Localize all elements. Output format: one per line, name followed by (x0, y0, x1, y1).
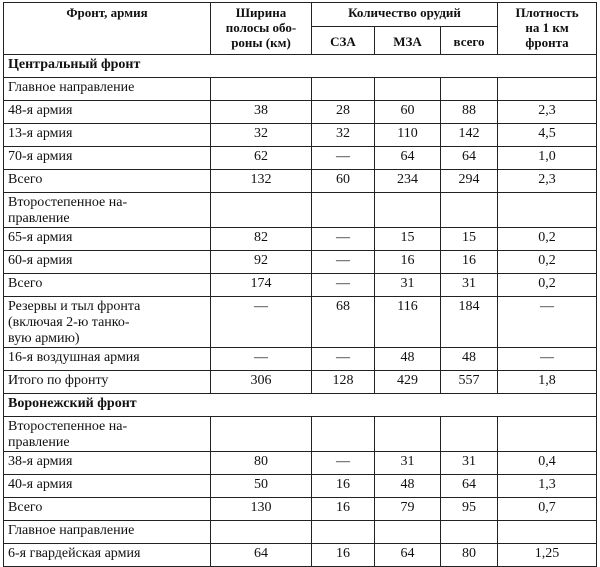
table-row (4, 452, 597, 475)
density-cell: 2,3 (498, 101, 597, 124)
mza-cell: 48 (375, 475, 441, 498)
subheading-line: правление (8, 211, 70, 226)
table-row (4, 475, 597, 498)
row-label: Итого по фронту (4, 371, 211, 394)
table-row (4, 371, 597, 394)
empty-cell (375, 193, 441, 228)
empty-cell (312, 78, 375, 101)
empty-cell (375, 417, 441, 452)
sza-cell: 128 (312, 371, 375, 394)
sza-cell: — (312, 147, 375, 170)
density-cell: 0,2 (498, 274, 597, 297)
sza-cell: — (312, 251, 375, 274)
total-cell: 31 (441, 274, 498, 297)
table-row (4, 228, 597, 251)
header-sza: СЗА (312, 27, 375, 55)
mza-cell: 15 (375, 228, 441, 251)
density-cell: — (498, 297, 597, 348)
total-cell: 95 (441, 498, 498, 521)
subheading-label: Главное направление (4, 78, 211, 101)
density-cell: 1,8 (498, 371, 597, 394)
row-label: 70-я армия (4, 147, 211, 170)
sza-cell: 16 (312, 475, 375, 498)
row-label: 48-я армия (4, 101, 211, 124)
total-cell: 88 (441, 101, 498, 124)
table-row (4, 274, 597, 297)
empty-cell (211, 521, 312, 544)
empty-cell (441, 417, 498, 452)
row-label: 16-я воздушная армия (4, 348, 211, 371)
width-cell: 82 (211, 228, 312, 251)
table-row (4, 544, 597, 567)
subheading-line: правление (8, 435, 70, 450)
row-label: 6-я гвардейская армия (4, 544, 211, 567)
total-cell: 64 (441, 475, 498, 498)
header-total: всего (441, 27, 498, 55)
mza-cell: 48 (375, 348, 441, 371)
header-front-army: Фронт, армия (4, 3, 211, 55)
sza-cell: 68 (312, 297, 375, 348)
total-cell: 48 (441, 348, 498, 371)
width-cell: 62 (211, 147, 312, 170)
row-label: 65-я армия (4, 228, 211, 251)
row-label: 40-я армия (4, 475, 211, 498)
density-cell: 0,2 (498, 251, 597, 274)
table-body (4, 55, 597, 567)
sza-cell: 60 (312, 170, 375, 193)
total-cell: 557 (441, 371, 498, 394)
density-cell: 0,2 (498, 228, 597, 251)
density-cell: 1,3 (498, 475, 597, 498)
width-cell: 32 (211, 124, 312, 147)
mza-cell: 116 (375, 297, 441, 348)
total-cell: 294 (441, 170, 498, 193)
empty-cell (441, 521, 498, 544)
row-label: 13-я армия (4, 124, 211, 147)
empty-cell (211, 193, 312, 228)
empty-cell (375, 78, 441, 101)
table-row (4, 498, 597, 521)
empty-cell (441, 78, 498, 101)
width-cell: 38 (211, 101, 312, 124)
section-title: Центральный фронт (4, 55, 597, 78)
density-cell: 1,0 (498, 147, 597, 170)
width-cell: 130 (211, 498, 312, 521)
width-cell: — (211, 348, 312, 371)
density-cell: 0,7 (498, 498, 597, 521)
density-cell: — (498, 348, 597, 371)
width-cell: 132 (211, 170, 312, 193)
row-label (4, 297, 211, 348)
row-label-line: Резервы и тыл фронта (8, 299, 141, 314)
width-cell: 50 (211, 475, 312, 498)
section-row (4, 55, 597, 78)
table-row (4, 101, 597, 124)
mza-cell: 31 (375, 452, 441, 475)
density-cell: 4,5 (498, 124, 597, 147)
subheading-row (4, 521, 597, 544)
empty-cell (375, 521, 441, 544)
width-cell: 174 (211, 274, 312, 297)
empty-cell (498, 521, 597, 544)
subheading-line: Второстепенное на- (8, 195, 128, 210)
empty-cell (498, 193, 597, 228)
header-mza: МЗА (375, 27, 441, 55)
empty-cell (211, 417, 312, 452)
sza-cell: — (312, 228, 375, 251)
empty-cell (441, 193, 498, 228)
mza-cell: 429 (375, 371, 441, 394)
sza-cell: 16 (312, 498, 375, 521)
empty-cell (498, 417, 597, 452)
row-label: 38-я армия (4, 452, 211, 475)
sza-cell: — (312, 274, 375, 297)
header-guns: Количество орудий (312, 3, 498, 27)
width-cell: 64 (211, 544, 312, 567)
artillery-table (3, 2, 597, 567)
header-width: Ширина полосы обо- роны (км) (211, 3, 312, 55)
empty-cell (312, 193, 375, 228)
subheading-label: Главное направление (4, 521, 211, 544)
table-header (4, 3, 597, 55)
row-label: Всего (4, 498, 211, 521)
row-label: Всего (4, 170, 211, 193)
width-cell: 306 (211, 371, 312, 394)
table-row (4, 297, 597, 348)
density-cell: 1,25 (498, 544, 597, 567)
total-cell: 16 (441, 251, 498, 274)
header-density: Плотность на 1 км фронта (498, 3, 597, 55)
mza-cell: 60 (375, 101, 441, 124)
mza-cell: 16 (375, 251, 441, 274)
total-cell: 15 (441, 228, 498, 251)
mza-cell: 234 (375, 170, 441, 193)
total-cell: 64 (441, 147, 498, 170)
sza-cell: 16 (312, 544, 375, 567)
total-cell: 31 (441, 452, 498, 475)
width-cell: — (211, 297, 312, 348)
sza-cell: 28 (312, 101, 375, 124)
empty-cell (498, 78, 597, 101)
section-row (4, 394, 597, 417)
sza-cell: — (312, 452, 375, 475)
table-row (4, 147, 597, 170)
mza-cell: 79 (375, 498, 441, 521)
sza-cell: — (312, 348, 375, 371)
table-row (4, 124, 597, 147)
row-label: Всего (4, 274, 211, 297)
total-cell: 80 (441, 544, 498, 567)
row-label-line: (включая 2-ю танко- (8, 315, 130, 330)
density-cell: 2,3 (498, 170, 597, 193)
section-title: Воронежский фронт (4, 394, 597, 417)
table-row (4, 251, 597, 274)
width-cell: 80 (211, 452, 312, 475)
empty-cell (312, 521, 375, 544)
subheading-line: Второстепенное на- (8, 419, 128, 434)
sza-cell: 32 (312, 124, 375, 147)
table-row (4, 348, 597, 371)
total-cell: 142 (441, 124, 498, 147)
row-label: 60-я армия (4, 251, 211, 274)
subheading-label (4, 193, 211, 228)
empty-cell (312, 417, 375, 452)
subheading-row (4, 193, 597, 228)
row-label-line: вую армию) (8, 331, 80, 346)
subheading-label (4, 417, 211, 452)
mza-cell: 64 (375, 147, 441, 170)
subheading-row (4, 78, 597, 101)
width-cell: 92 (211, 251, 312, 274)
subheading-row (4, 417, 597, 452)
density-cell: 0,4 (498, 452, 597, 475)
mza-cell: 110 (375, 124, 441, 147)
table-row (4, 170, 597, 193)
total-cell: 184 (441, 297, 498, 348)
empty-cell (211, 78, 312, 101)
mza-cell: 64 (375, 544, 441, 567)
mza-cell: 31 (375, 274, 441, 297)
